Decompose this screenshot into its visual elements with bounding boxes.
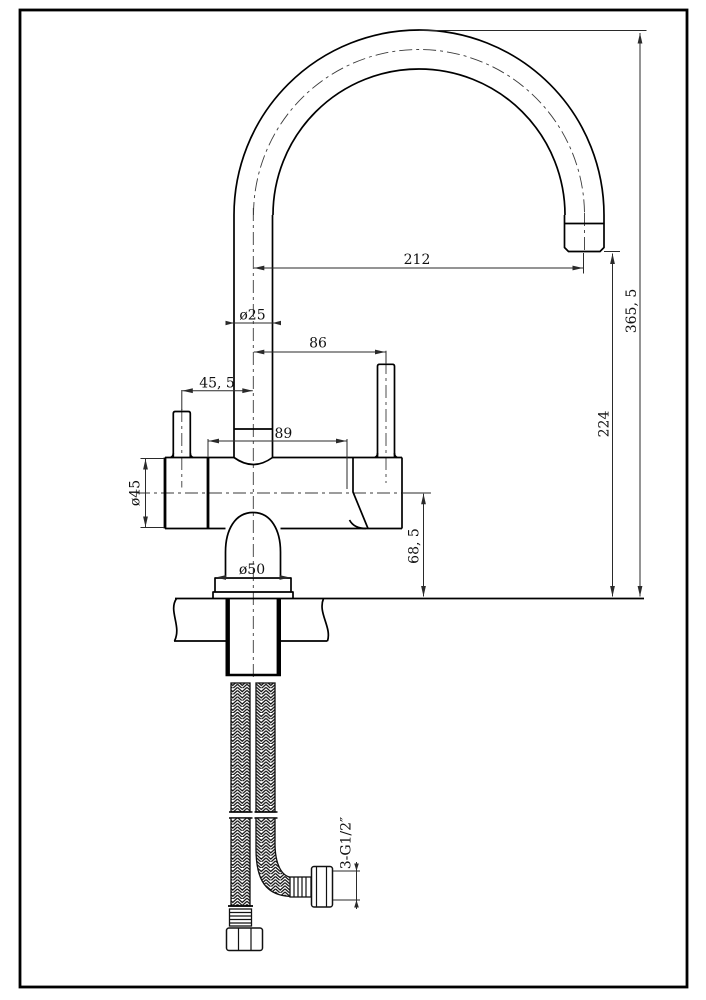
dim-pipe-diameter: ø25 <box>239 307 266 324</box>
left-hose-fitting <box>227 909 263 951</box>
dim-body-width: 89 <box>274 426 293 442</box>
spout-inner-arc <box>273 69 565 215</box>
dim-right-handle-offset: 86 <box>309 335 327 352</box>
left-hose-upper <box>231 683 250 812</box>
hose-break-lines <box>229 812 278 818</box>
elbow-fitting <box>290 867 333 908</box>
elbow-collar <box>290 877 311 897</box>
dim-body-center-height: 68, 5 <box>406 528 423 564</box>
dim-left-handle-offset: 45, 5 <box>199 375 235 392</box>
thread-arrow-top <box>354 864 359 872</box>
right-hose-elbow-curve <box>256 818 293 897</box>
countertop-left-break <box>174 599 177 642</box>
elbow-nut <box>312 867 333 908</box>
dimension-lines <box>141 31 647 910</box>
supply-hoses <box>228 683 293 906</box>
spout-arc <box>234 30 604 252</box>
countertop <box>174 599 644 642</box>
dim-overall-height: 365, 5 <box>624 288 640 334</box>
spout-outer-arc <box>234 30 604 215</box>
countertop-right-break <box>322 599 328 642</box>
dim-spout-reach: 212 <box>403 252 431 268</box>
dim-body-diameter: ø45 <box>127 479 144 507</box>
dim-outlet-height: 224 <box>596 410 613 438</box>
dimension-labels <box>128 252 641 869</box>
left-hose-nut <box>227 928 263 951</box>
centerlines <box>137 49 585 679</box>
spout-center-arc <box>254 49 585 215</box>
dim-hose-thread: 3-G1/2″ <box>338 816 355 870</box>
thread-arrow-bottom <box>354 900 359 908</box>
pipe-dia-arrow-right <box>273 321 282 326</box>
dim-base-diameter: ø50 <box>238 562 266 578</box>
right-hose-upper <box>256 683 275 812</box>
pipe-dia-arrow-left <box>226 321 235 326</box>
left-hose-lower <box>231 818 250 906</box>
right-valve-fillet-arc <box>350 520 367 529</box>
ext-elbow-nut <box>333 871 360 900</box>
